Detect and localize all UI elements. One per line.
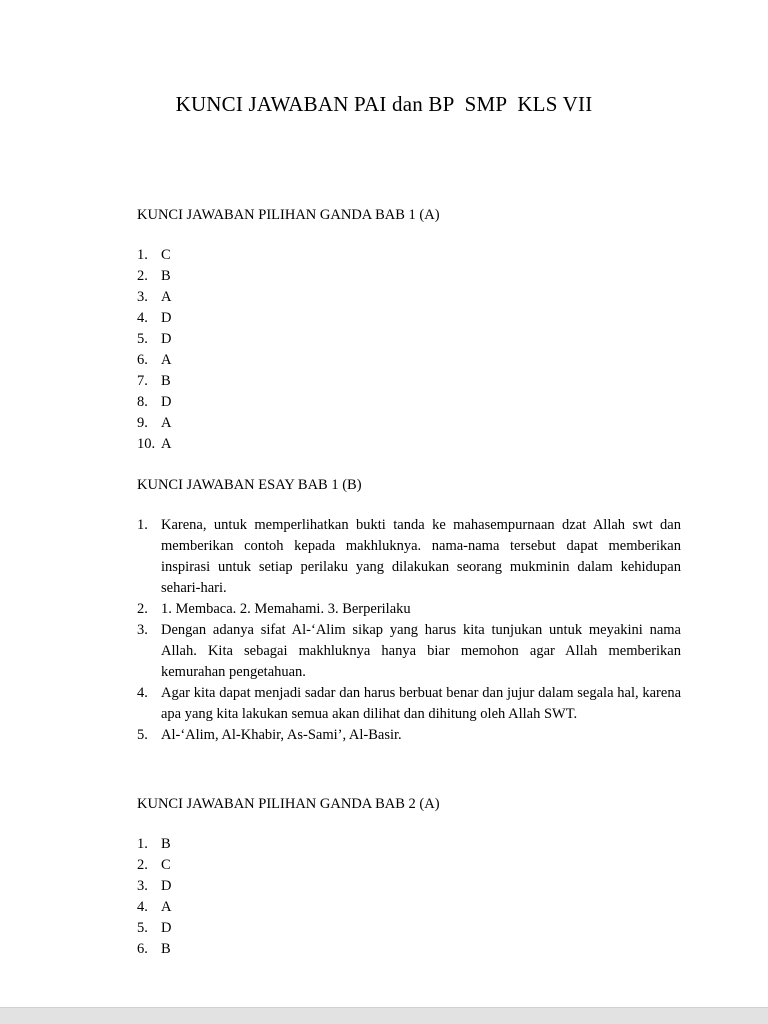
list-item: [137, 620, 681, 683]
list-item-number: 6.: [137, 941, 148, 957]
page-title: KUNCI JAWABAN PAI dan BP SMP KLS VII: [175, 92, 593, 116]
list-item-number: 3.: [137, 622, 148, 638]
list-item-text: Agar kita dapat menjadi sadar dan harus berbuat benar dan jujur dalam segala hal, karena apa yang kita lakukan semua akan dilihat dan dihitung oleh Allah SWT.: [161, 685, 681, 722]
list-item-text: B: [161, 941, 171, 957]
list-item-text: Karena, untuk memperlihatkan bukti tanda ke mahasempurnaan dzat Allah swt dan memberikan contoh kepada makhluknya. nama-nama tersebut dapat memberikan inspirasi untuk setiap perilaku yang dilakukan seorang mukminin dalam kehidupan sehari-hari.: [161, 517, 681, 596]
list-item-text: A: [161, 289, 172, 305]
list-item-number: 3.: [137, 878, 148, 894]
list-item-text: A: [161, 415, 172, 431]
list-item: [137, 350, 681, 371]
list-item: [137, 834, 681, 855]
list-item-number: 1.: [137, 517, 148, 533]
list-item-text: B: [161, 836, 171, 852]
list-item-number: 5.: [137, 331, 148, 347]
list-item-text: A: [161, 352, 172, 368]
multiple-choice-answer-list: [137, 245, 681, 455]
essay-answer-list: [137, 515, 681, 746]
list-item-text: B: [161, 268, 171, 284]
list-item-text: C: [161, 247, 171, 263]
list-item-text: 1. Membaca. 2. Memahami. 3. Berperilaku: [161, 601, 411, 617]
list-item: [137, 599, 681, 620]
list-item-text: D: [161, 310, 172, 326]
list-item-number: 9.: [137, 415, 148, 431]
list-item: [137, 245, 681, 266]
section-heading: KUNCI JAWABAN ESAY BAB 1 (B): [137, 477, 362, 493]
section-heading: KUNCI JAWABAN PILIHAN GANDA BAB 1 (A): [137, 207, 440, 223]
list-item-number: 5.: [137, 920, 148, 936]
list-item-number: 2.: [137, 268, 148, 284]
list-item-text: C: [161, 857, 171, 873]
list-item-text: A: [161, 436, 172, 452]
list-item-text: B: [161, 373, 171, 389]
list-item-number: 8.: [137, 394, 148, 410]
list-item: [137, 308, 681, 329]
list-item-number: 10.: [137, 436, 156, 452]
section-answers: [137, 205, 681, 455]
list-item: [137, 266, 681, 287]
section-answers: [137, 794, 681, 960]
list-item: [137, 434, 681, 455]
list-item: [137, 876, 681, 897]
list-item: [137, 897, 681, 918]
list-item-text: D: [161, 920, 172, 936]
list-item: [137, 392, 681, 413]
list-item-text: D: [161, 394, 172, 410]
list-item-text: Al-‘Alim, Al-Khabir, As-Sami’, Al-Basir.: [161, 727, 402, 743]
list-item: [137, 683, 681, 725]
list-item-number: 1.: [137, 836, 148, 852]
list-item: [137, 329, 681, 350]
list-item: [137, 918, 681, 939]
list-item-number: 6.: [137, 352, 148, 368]
section-essay: [137, 475, 681, 746]
list-item: [137, 371, 681, 392]
list-item-number: 4.: [137, 310, 148, 326]
list-item: [137, 855, 681, 876]
list-item-number: 4.: [137, 899, 148, 915]
list-item: [137, 725, 681, 746]
viewer-bottom-edge: [0, 1007, 768, 1024]
list-item-text: Dengan adanya sifat Al-‘Alim sikap yang harus kita tunjukan untuk meyakini nama Allah. Kita sebagai makhluknya hanya biar memohon agar Allah memberikan kemurahan pengetahuan.: [161, 622, 681, 680]
list-item-number: 3.: [137, 289, 148, 305]
list-item-number: 2.: [137, 857, 148, 873]
list-item-number: 7.: [137, 373, 148, 389]
list-item-number: 5.: [137, 727, 148, 743]
list-item-text: D: [161, 331, 172, 347]
document-content: [137, 205, 681, 960]
list-item: [137, 413, 681, 434]
section-heading: KUNCI JAWABAN PILIHAN GANDA BAB 2 (A): [137, 796, 440, 812]
list-item: [137, 939, 681, 960]
list-item-number: 1.: [137, 247, 148, 263]
list-item-number: 2.: [137, 601, 148, 617]
list-item-text: A: [161, 899, 172, 915]
list-item-text: D: [161, 878, 172, 894]
multiple-choice-answer-list: [137, 834, 681, 960]
list-item: [137, 287, 681, 308]
list-item-number: 4.: [137, 685, 148, 701]
list-item: [137, 515, 681, 599]
